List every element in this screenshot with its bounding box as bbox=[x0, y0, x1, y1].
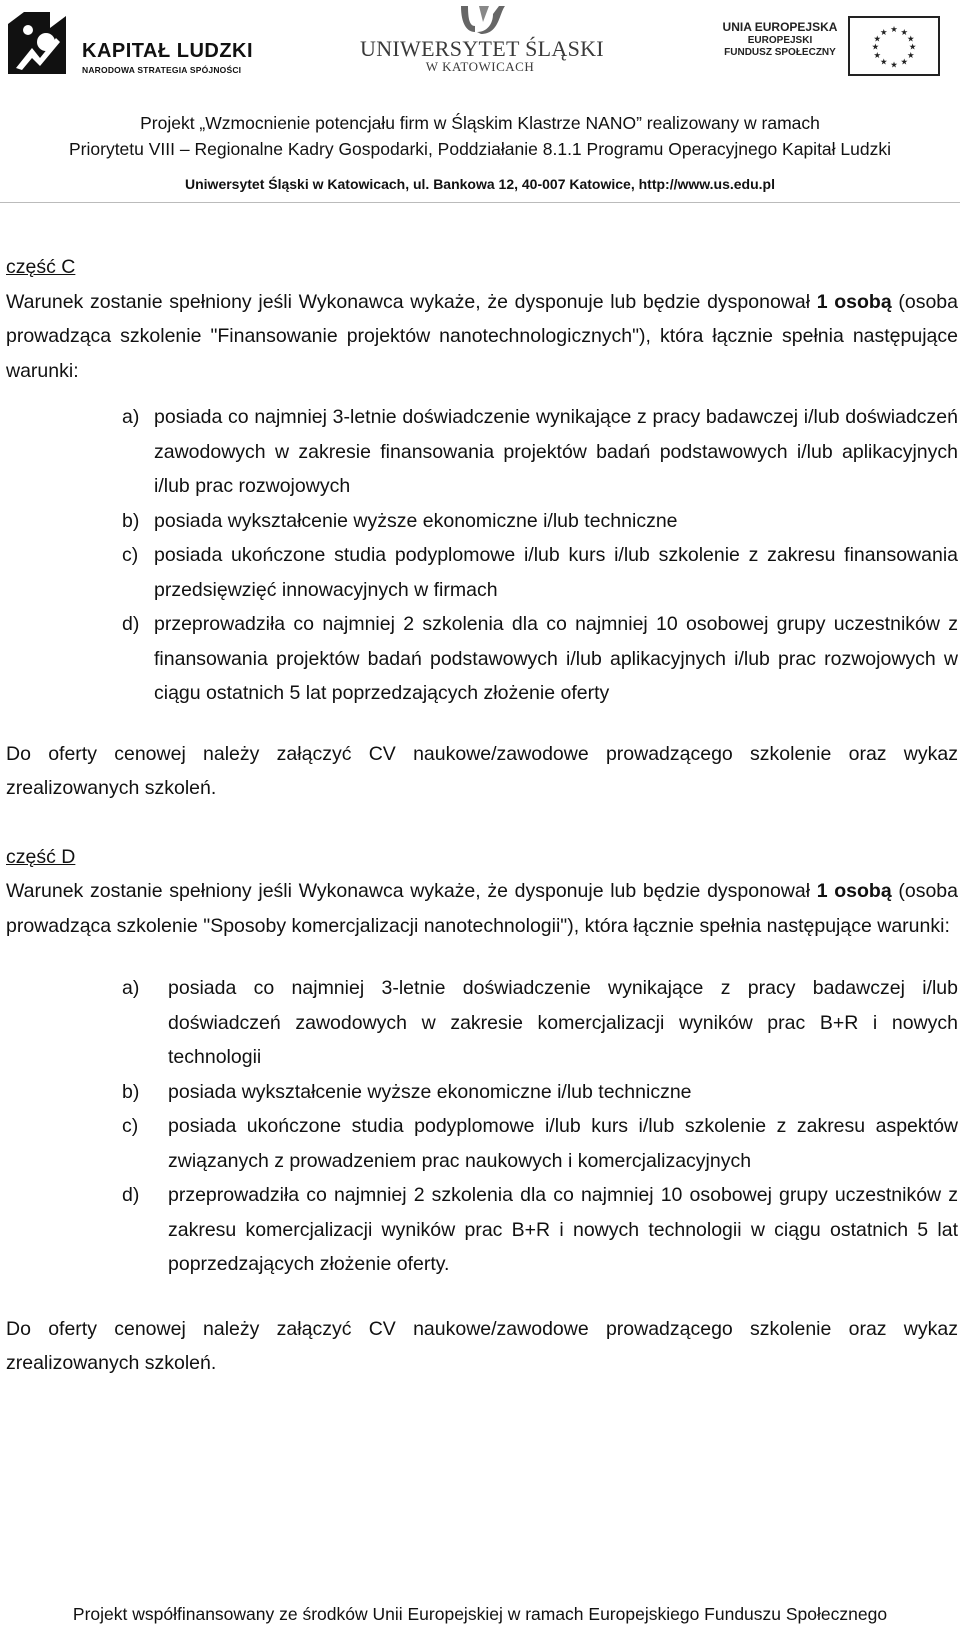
list-item-text: posiada co najmniej 3-letnie doświadczenie wynikające z pracy badawczej i/lub doświadczeń zawodowych w zakresie finansowania projektów badań podstawowych i/lub aplikacyjnych i/lub prac rozwojowych bbox=[154, 406, 958, 497]
section-c-title: część C bbox=[6, 256, 76, 278]
list-item-text: posiada wykształcenie wyższe ekonomiczne i/lub techniczne bbox=[154, 509, 678, 532]
list-marker: b) bbox=[122, 1080, 140, 1103]
section-d-title: część D bbox=[6, 845, 76, 868]
eu-logo-text bbox=[716, 20, 844, 59]
eu-logo bbox=[716, 16, 956, 76]
section-d-intro bbox=[6, 874, 958, 943]
list-marker: d) bbox=[122, 1184, 140, 1206]
list-item bbox=[6, 1109, 958, 1178]
svg-text:★: ★ bbox=[907, 50, 915, 61]
svg-text:★: ★ bbox=[873, 33, 881, 44]
list-marker: a) bbox=[122, 406, 140, 428]
eu-logo-line2: EUROPEJSKI bbox=[747, 35, 813, 46]
svg-text:★: ★ bbox=[908, 41, 917, 52]
header-logos bbox=[0, 0, 960, 90]
section-c-conditions bbox=[6, 400, 958, 711]
svg-text:★: ★ bbox=[879, 26, 888, 37]
project-header bbox=[0, 110, 960, 162]
document-body bbox=[6, 250, 958, 1381]
kapital-ludzki-subtitle: NARODOWA STRATEGIA SPÓJNOŚCI bbox=[82, 65, 242, 75]
section-d-conditions bbox=[6, 971, 958, 1282]
list-item-text: przeprowadziła co najmniej 2 szkolenia dla co najmniej 10 osobowej grupy uczestników z zakresu komercjalizacji wyników prac B+R i nowych technologii w ciągu ostatnich 5 lat poprzedzających złożenie oferty. bbox=[168, 1184, 958, 1275]
university-address: Uniwersytet Śląski w Katowicach, ul. Bankowa 12, 40-007 Katowice, http://www.us.edu.pl bbox=[185, 176, 775, 192]
svg-text:★: ★ bbox=[871, 41, 880, 52]
header-divider bbox=[0, 202, 960, 203]
list-item-text: przeprowadziła co najmniej 2 szkolenia dla co najmniej 10 osobowej grupy uczestników z finansowania projektów badań podstawowych i/lub aplikacyjnych i/lub prac rozwojowych w ciągu ostatnich 5 lat poprzedzających złożenie oferty bbox=[154, 613, 958, 704]
kapital-ludzki-emblem-icon bbox=[6, 8, 70, 76]
section-d-intro-rest: (osoba prowadząca szkolenie "Sposoby komercjalizacji nanotechnologii"), która łącznie spełnia następujące warunki: bbox=[6, 880, 958, 937]
section-c-intro-bold: 1 osobą bbox=[816, 290, 892, 313]
svg-text:★: ★ bbox=[873, 50, 881, 61]
list-item-text: posiada ukończone studia podyplomowe i/lub kurs i/lub szkolenie z zakresu finansowania przedsięwzięć innowacyjnych w firmach bbox=[154, 544, 958, 601]
footer-text: Projekt współfinansowany ze środków Unii Europejskiej w ramach Europejskiego Funduszu Społecznego bbox=[72, 1604, 888, 1624]
list-marker: c) bbox=[122, 544, 139, 566]
section-d-intro-bold: 1 osobą bbox=[816, 880, 892, 902]
section-d-note: Do oferty cenowej należy załączyć CV naukowe/zawodowe prowadzącego szkolenie oraz wykaz zrealizowanych szkoleń. bbox=[6, 1317, 958, 1374]
kapital-ludzki-title: KAPITAŁ LUDZKI bbox=[82, 40, 254, 62]
section-c-note: Do oferty cenowej należy załączyć CV naukowe/zawodowe prowadzącego szkolenie oraz wykaz zrealizowanych szkoleń. bbox=[6, 742, 958, 799]
svg-text:★: ★ bbox=[900, 56, 909, 67]
list-item-text: posiada co najmniej 3-letnie doświadczenie wynikające z pracy badawczej i/lub doświadczeń zawodowych w zakresie komercjalizacji wyników prac B+R i nowych technologii bbox=[168, 977, 958, 1068]
list-item-text: posiada ukończone studia podyplomowe i/lub kurs i/lub szkolenie z zakresu aspektów związanych z prowadzeniem prac naukowych i komercjalizacyjnych bbox=[168, 1115, 958, 1172]
list-item bbox=[6, 607, 958, 711]
eu-logo-line3: FUNDUSZ SPOŁECZNY bbox=[724, 47, 836, 58]
svg-text:★: ★ bbox=[890, 59, 898, 70]
svg-text:★: ★ bbox=[907, 33, 915, 44]
list-item bbox=[6, 538, 958, 607]
list-marker: c) bbox=[122, 1115, 139, 1137]
kapital-ludzki-logo bbox=[6, 8, 254, 76]
svg-text:★: ★ bbox=[879, 56, 888, 67]
svg-text:★: ★ bbox=[900, 26, 909, 37]
section-d-intro-text: Warunek zostanie spełniony jeśli Wykonawca wykaże, że dysponuje lub będzie dysponował bbox=[6, 880, 817, 902]
section-spacer bbox=[6, 806, 958, 840]
eu-logo-line1: UNIA EUROPEJSKA bbox=[722, 20, 838, 34]
section-c-intro-rest: (osoba prowadząca szkolenie "Finansowanie projektów nanotechnologicznych"), która łącznie spełnia następujące warunki: bbox=[6, 290, 958, 382]
list-marker: a) bbox=[122, 977, 140, 999]
list-item bbox=[6, 1178, 958, 1282]
list-item bbox=[6, 504, 958, 539]
list-item bbox=[6, 971, 958, 1075]
list-item bbox=[6, 400, 958, 504]
section-c-intro-text: Warunek zostanie spełniony jeśli Wykonawca wykaże, że dysponuje lub będzie dysponował bbox=[6, 290, 817, 313]
uniwersytet-slaski-logo bbox=[360, 4, 604, 76]
university-city: W KATOWICACH bbox=[425, 59, 535, 74]
project-line-1: Projekt „Wzmocnienie potencjału firm w Śląskim Klastrze NANO” realizowany w ramach bbox=[140, 113, 820, 133]
university-name: UNIWERSYTET ŚLĄSKI bbox=[360, 36, 604, 61]
section-c-intro bbox=[6, 285, 958, 389]
list-item-text: posiada wykształcenie wyższe ekonomiczne i/lub techniczne bbox=[168, 1080, 692, 1103]
list-marker: b) bbox=[122, 509, 140, 532]
eu-flag-icon bbox=[848, 16, 940, 76]
project-line-2: Priorytetu VIII – Regionalne Kadry Gospodarki, Poddziałanie 8.1.1 Programu Operacyjnego Kapitał Ludzki bbox=[69, 139, 891, 159]
university-emblem-icon bbox=[453, 4, 507, 36]
list-marker: d) bbox=[122, 613, 140, 635]
svg-text:★: ★ bbox=[890, 24, 898, 34]
list-item bbox=[6, 1075, 958, 1110]
